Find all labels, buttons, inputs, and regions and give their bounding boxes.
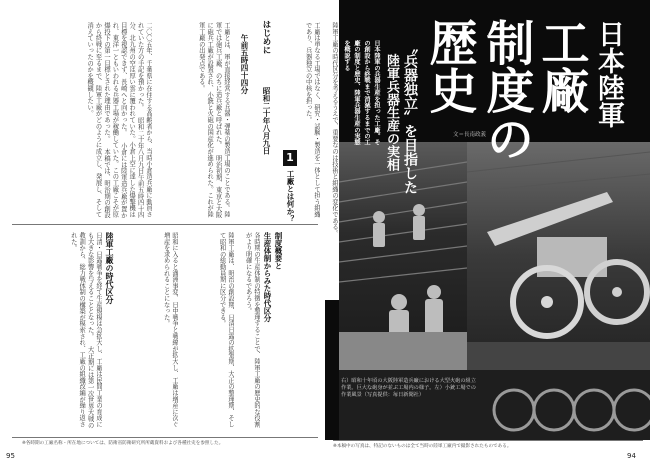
body-column-block-upper-left — [12, 22, 152, 218]
right-footer-note: ※本稿中の写真は、特記のないものは全て当時の陸軍工廠内で撮影されたものである。 — [333, 444, 512, 449]
section-1-number: 1 — [283, 150, 297, 166]
right-page-number: 94 — [627, 452, 636, 460]
body-paragraph: 昭和に入ると満洲事変、日中戦争と戦線が拡大し、工廠は増産に次ぐ増産を求められることになった。 — [162, 232, 178, 428]
lead-text: 日本陸軍の兵器生産を担った工廠。その創設から終戦まで消滅するまでの工廠の制度と歴史、陸軍兵器生産の実態を概説する — [343, 40, 380, 146]
body-paragraph: 工廠は単なる工場ではなく、研究・試験・製造を一体として担う組織であり、兵器独立の中核を担った。 — [304, 22, 320, 218]
subtitle-line-2: 陸軍兵器生産の実相 — [384, 54, 399, 171]
right-page — [325, 0, 650, 467]
title-line-2: 工廠 — [533, 18, 589, 114]
section-2-heading: 陸軍工廠の時代区分 — [105, 232, 114, 304]
intro-date-line-1: 昭和二十年八月九日 — [262, 87, 271, 155]
body-paragraph: 昭和二十年八月九日午前五時四十四分、北九州の空は厚い雲に覆われていた。小倉上空に達した爆撃機は目標を視認できず、長崎へと向かった。 — [119, 22, 144, 218]
title-line-3: 制度の — [478, 18, 534, 162]
right-page-body-columns — [326, 22, 338, 298]
body-column-block-upper-mid — [155, 22, 230, 218]
body-paragraph: 二〇〇五年、千葉県に在住する高齢者から、当時小倉造兵廠に動員されていた方の手記を預かった。 — [136, 22, 152, 218]
footer-divider — [12, 437, 318, 438]
left-footer-note: ※各時期の工廠名称・所在地については、防衛省防衛研究所所蔵資料および各種社史を参照した。 — [22, 441, 224, 446]
subtitle-line-1: 〝兵器独立〟を目指した — [402, 40, 418, 194]
body-paragraph: 陸軍工廠は、明治の創設期、日清日露の拡張期、大正の整理期、そして昭和の総動員期に区分できる。 — [218, 232, 234, 428]
intro-date-line-2: 午前五時四十四分 — [240, 34, 249, 94]
left-page-number: 95 — [6, 452, 15, 460]
title-line-4: 歴史 — [421, 18, 477, 114]
section-1-subheading-2: 生産体制からみた時代区分 — [263, 232, 272, 322]
title-line-1: 日本陸軍 — [593, 20, 624, 128]
photo-caption: 右）昭和十年頃の大阪陸軍造兵廠における大型火砲の組立作業。巨大な砲身が並ぶ工場内の様子。左）小銃工場での作業風景（写真提供：毎日新聞社） — [341, 378, 476, 398]
body-column-block-lower-left — [12, 232, 102, 432]
body-paragraph: 大正期には第一次世界大戦の教訓から、総力戦体制の構築が模索され、工廠の組織改編が繰り返された。 — [69, 232, 94, 429]
cannon-photo — [467, 142, 650, 370]
author-credit: 文＝長南政義 — [453, 132, 487, 138]
right-footer-divider — [333, 440, 643, 441]
body-column-block-lower-right — [238, 232, 260, 432]
section-1-title: 工廠とは何か？ — [286, 170, 295, 223]
body-column-block-lower-mid — [182, 232, 234, 432]
body-paragraph: 工廠とは、軍が直接経営する兵器・弾薬の製造工場のことである。陸軍では砲兵工廠、のちに造兵廠と呼ばれた。 — [214, 22, 230, 218]
cannon-photo-illustration — [467, 142, 650, 370]
intro-heading-block — [232, 20, 276, 220]
body-paragraph: 各時期の生産体制の特徴を整理することで、陸軍工廠の歴史的な役割がより明確になるであろう。 — [244, 232, 260, 428]
body-column-block-lower-mid-left — [118, 232, 178, 432]
body-paragraph: 明治初期、東京と大阪に砲兵工廠が設置され、小銃と火砲の国産化が進められた。これが陸軍工廠の出発点である。 — [197, 22, 222, 218]
intro-heading: はじめに — [261, 20, 271, 54]
column-divider — [12, 224, 318, 225]
body-paragraph: 陸軍工廠の時代区分を考えるうえで、重要なのは技術と組織の変化である。 — [331, 22, 338, 237]
body-paragraph: 日清・日露戦争を経て生産規模は急拡大し、工廠は民間工業の育成にも大きな影響を与えることとなった。 — [86, 232, 102, 428]
section-1-subheading-1: 制度概要と — [274, 232, 283, 270]
body-paragraph: 小倉には陸軍造兵廠が置かれ、東洋一ともいわれる兵器工場が稼働していた。この工廠こそが原爆投下の第一目標とされた理由であった。 — [102, 22, 127, 218]
body-paragraph: 本稿では、明治期の創設から終戦に至るまで、陸軍工廠がどのように成立し、発展し、そして消えていったのかを概観したい。 — [86, 22, 110, 218]
